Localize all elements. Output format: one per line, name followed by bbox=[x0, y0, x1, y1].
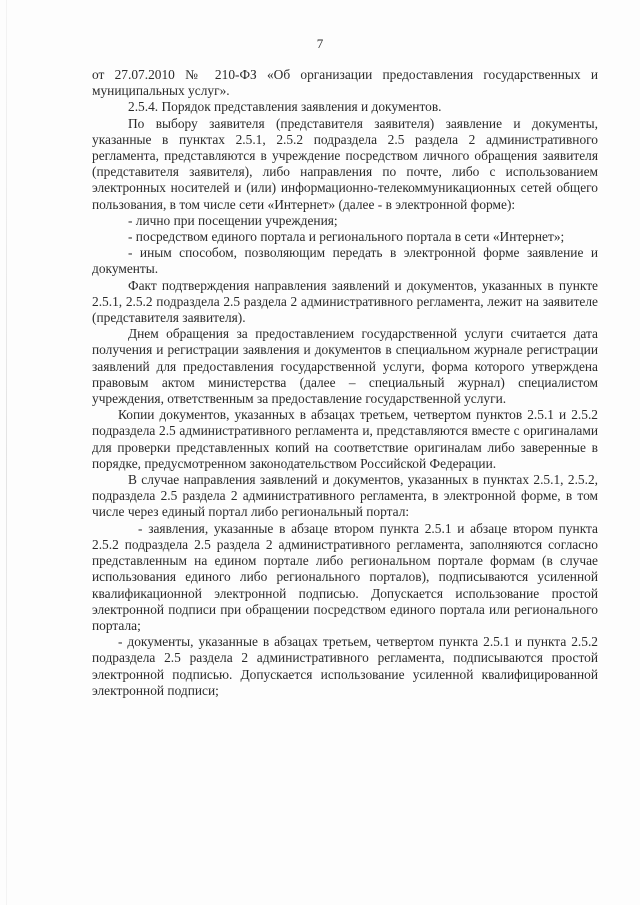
paragraph-section-heading: 2.5.4. Порядок представления заявления и документов. bbox=[128, 99, 442, 115]
scan-edge-shadow bbox=[6, 0, 7, 905]
paragraph-confirmation: Факт подтверждения направления заявлений и документов, указанных в пункте 2.5.1, 2.5.2 подраздела 2.5 раздела 2 административного регламента, лежит на заявителе (представителя заявителя). bbox=[92, 277, 598, 326]
paragraph-document-copies: Копии документов, указанных в абзацах третьем, четвертом пунктов 2.5.1 и 2.5.2 подраздела 2.5 административного регламента и, представляются вместе с оригиналами для проверки представленных копий на соответствие оригиналам либо заверенные в порядке, предусмотренном законодательством Российской Федерации. bbox=[92, 407, 598, 471]
paragraph-submission-methods: По выбору заявителя (представителя заявителя) заявление и документы, указанные в пунктах 2.5.1, 2.5.2 подраздела 2.5 раздела 2 административного регламента, представляются в учреждение посредством личного обращения заявителя (представителя заявителя), либо направления по почте, либо с использованием электронных носителей и (или) информационно-телекоммуникационных сетей общего пользования, в том числе сети «Интернет» (далее - в электронной форме): bbox=[92, 115, 598, 212]
list-item-in-person: - лично при посещении учреждения; bbox=[128, 212, 338, 228]
paragraph-electronic-submission: В случае направления заявлений и документов, указанных в пунктах 2.5.1, 2.5.2, подраздела 2.5 раздела 2 административного регламента, в электронной форме, в том числе через единый портал либо региональный портал: bbox=[92, 472, 598, 520]
paragraph-continuation: от 27.07.2010 № 210-ФЗ «Об организации предоставления государственных и муниципальных услуг». bbox=[92, 67, 598, 99]
paragraph-application-day: Днем обращения за предоставлением государственной услуги считается дата получения и регистрации заявления и документов в специальном журнале регистрации заявлений для предоставления государственной услуги, форма которого утверждена правовым актом министерства (далее – специальный журнал) специалистом учреждения, ответственным за предоставление государственной услуги. bbox=[92, 326, 598, 407]
page-number: 7 bbox=[316, 36, 324, 51]
list-item-documents: - документы, указанные в абзацах третьем, четвертом пункта 2.5.1 и пункта 2.5.2 подраздела 2.5 раздела 2 административного регламента, подписываются простой электронной подписью. Допускается использование усиленной квалифицированной электронной подписи; bbox=[92, 634, 598, 698]
list-item-portal: - посредством единого портала и регионального портала в сети «Интернет»; bbox=[128, 229, 565, 245]
list-item-applications: - заявления, указанные в абзаце втором пункта 2.5.1 и абзаце втором пункта 2.5.2 подраздела 2.5 раздела 2 административного регламента, заполняются согласно представленным на едином портале либо региональном портале формам (в случае использования единого либо регионального порталов), подписываются усиленной квалификационной электронной подписью. Допускается использование простой электронной подписи при обращении посредством единого портала или регионального портала; bbox=[92, 520, 598, 633]
list-item-other-way: - иным способом, позволяющим передать в электронной форме заявление и документы. bbox=[92, 245, 598, 277]
document-body bbox=[92, 67, 598, 699]
